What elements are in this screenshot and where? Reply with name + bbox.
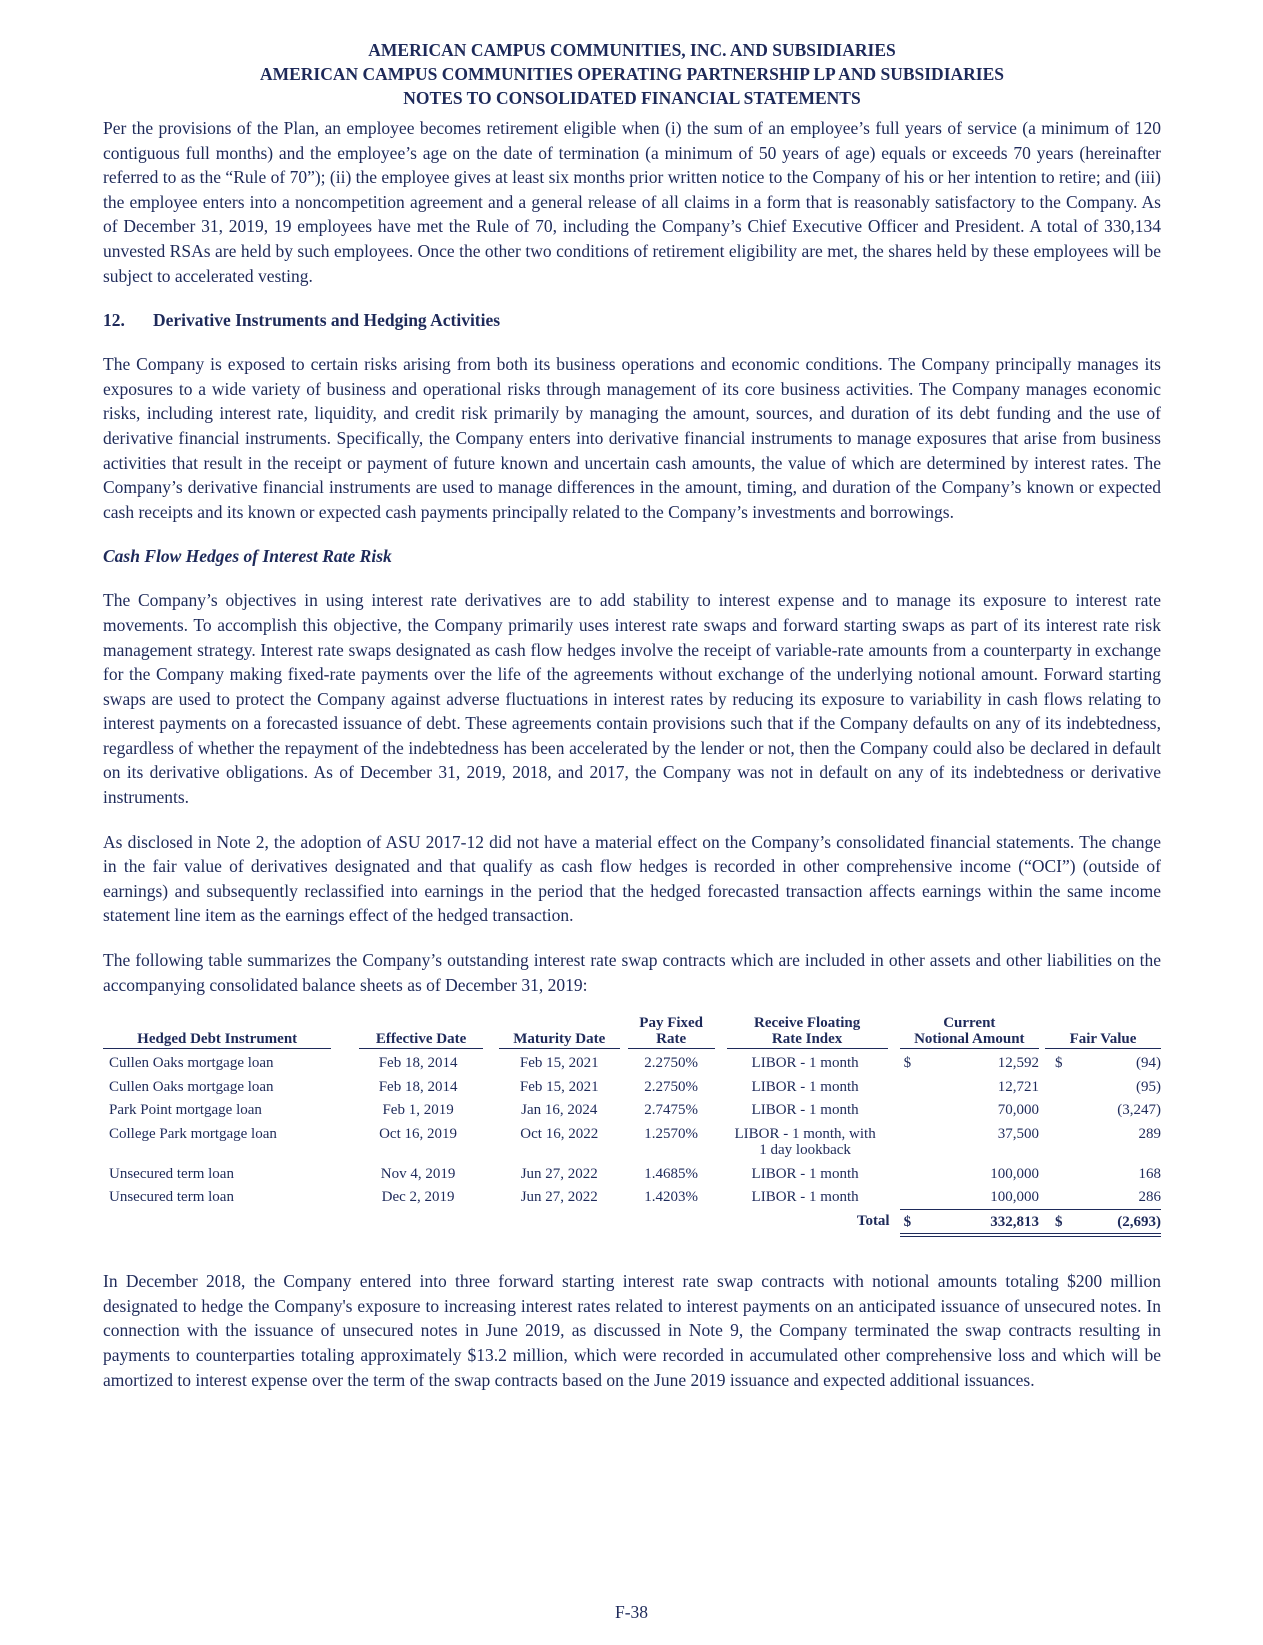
paragraph-forward-swaps: In December 2018, the Company entered into three forward starting interest rate swap contracts with notional amounts totaling $200 million designated to hedge the Company's exposure to increasing interest rates related to interest payments on an anticipated issuance of unsecured notes. In connection with the issuance of unsecured notes in June 2019, as discussed in Note 9, the Company terminated the swap contracts resulting in payments to counterparties totaling approximately $13.2 million, which were recorded in accumulated other comprehensive loss and which will be amortized to interest expense over the term of the swap contracts based on the June 2019 issuance and expected additional issuances. <box>103 1271 1161 1390</box>
col-header-maturity-date: Maturity Date <box>499 1031 620 1049</box>
cell-receive-index <box>723 1051 900 1075</box>
cell-pay-fixed-rate: 1.4685% <box>644 1165 699 1182</box>
cell-effective-date: Feb 18, 2014 <box>378 1078 458 1095</box>
cell-effective-date: Feb 18, 2014 <box>378 1055 458 1072</box>
cell-fair-value: 168 <box>1138 1165 1161 1182</box>
cell-notional: 12,592 <box>997 1055 1040 1072</box>
col-header-effective-date: Effective Date <box>359 1031 482 1049</box>
receive-index-line-1: LIBOR - 1 month, with <box>734 1125 876 1142</box>
cell-fair-dollar <box>1045 1075 1075 1099</box>
col-header-receive-floating: Receive Floating Rate Index <box>727 1015 888 1049</box>
receive-index-line-1: LIBOR - 1 month <box>751 1165 859 1182</box>
cell-notional: 70,000 <box>997 1102 1040 1119</box>
cell-fair-dollar <box>1045 1162 1075 1186</box>
cell-effective-date: Dec 2, 2019 <box>381 1189 455 1206</box>
document-page <box>103 38 1161 1392</box>
cell-notional-dollar <box>900 1098 927 1122</box>
cell-fair-value: (3,247) <box>1117 1102 1161 1119</box>
cell-maturity-date: Feb 15, 2021 <box>519 1078 599 1095</box>
total-dollar-sign: $ <box>900 1209 927 1235</box>
cell-fair-value: 286 <box>1138 1189 1161 1206</box>
receive-index-line-1: LIBOR - 1 month <box>751 1102 859 1119</box>
table-row <box>103 1162 1161 1186</box>
total-label: Total <box>856 1213 890 1230</box>
cell-notional-dollar <box>900 1185 927 1209</box>
cell-instrument: College Park mortgage loan <box>109 1125 277 1142</box>
paragraph-risk-management: The Company is exposed to certain risks arising from both its business operations and economic conditions. The Company principally manages its exposures to a wide variety of business and operational risks through management of its core business activities. The Company manages economic risks, including interest rate, liquidity, and credit risk primarily by managing the amount, sources, and duration of its debt funding and the use of derivative financial instruments. Specifically, the Company enters into derivative financial instruments to manage exposures that arise from business activities that result in the receipt or payment of future known and uncertain cash amounts, the value of which are determined by interest rates. The Company’s derivative financial instruments are used to manage differences in the amount, timing, and duration of the Company’s known or expected cash receipts and its known or expected cash payments principally related to the Company’s investments and borrowings. <box>103 354 1161 522</box>
receive-index-line-1: LIBOR - 1 month <box>751 1189 859 1206</box>
cell-effective-date: Nov 4, 2019 <box>380 1165 456 1182</box>
cell-effective-date: Oct 16, 2019 <box>379 1125 458 1142</box>
cell-fair-value: (95) <box>1136 1078 1161 1095</box>
receive-index-line-2: 1 day lookback <box>759 1142 851 1159</box>
paragraph-retirement-eligibility: Per the provisions of the Plan, an employee becomes retirement eligible when (i) the sum of an employee’s full years of service (a minimum of 120 contiguous full months) and the employee’s age on the date of termination (a minimum of 50 years of age) equals or exceeds 70 years (hereinafter referred to as the “Rule of 70”); (ii) the employee gives at least six months prior written notice to the Company of his or her intention to retire; and (iii) the employee enters into a noncompetition agreement and a general release of all claims in a form that is reasonably satisfactory to the Company. As of December 31, 2019, 19 employees have met the Rule of 70, including the Company’s Chief Executive Officer and President. A total of 330,134 unvested RSAs are held by such employees. Once the other two conditions of retirement eligibility are met, the shares held by these employees will be subject to accelerated vesting. <box>103 118 1161 286</box>
cell-instrument: Unsecured term loan <box>109 1189 234 1206</box>
cell-maturity-date: Oct 16, 2022 <box>520 1125 599 1142</box>
paragraph-asu-adoption: As disclosed in Note 2, the adoption of ASU 2017-12 did not have a material effect on the Company’s consolidated financial statements. The change in the fair value of derivatives designated and that qualify as cash flow hedges is recorded in other comprehensive income (“OCI”) (outside of earnings) and subsequently reclassified into earnings in the period that the hedged forecasted transaction affects earnings within the same income statement line item as the earnings effect of the hedged transaction. <box>103 831 1161 926</box>
cell-notional-dollar <box>900 1122 927 1162</box>
page-number: F-38 <box>614 1602 649 1622</box>
table-row <box>103 1185 1161 1209</box>
cell-pay-fixed-rate: 1.2570% <box>644 1125 699 1142</box>
header-line-1: AMERICAN CAMPUS COMMUNITIES, INC. AND SUBSIDIARIES <box>368 40 896 60</box>
cell-receive-index <box>723 1075 900 1099</box>
table-row <box>103 1051 1161 1075</box>
cell-pay-fixed-rate: 2.2750% <box>644 1055 699 1072</box>
subheading-cash-flow-hedges: Cash Flow Hedges of Interest Rate Risk <box>103 546 392 567</box>
col-header-pay-fixed-rate: Pay Fixed Rate <box>628 1015 715 1049</box>
table-row <box>103 1098 1161 1122</box>
cell-fair-dollar: $ <box>1055 1055 1063 1072</box>
section-heading <box>103 308 1161 332</box>
cell-pay-fixed-rate: 2.7475% <box>644 1102 699 1119</box>
cell-maturity-date: Jun 27, 2022 <box>520 1189 598 1206</box>
cell-notional: 12,721 <box>997 1078 1040 1095</box>
section-number: 12. <box>103 310 125 331</box>
header-line-2: AMERICAN CAMPUS COMMUNITIES OPERATING PARTNERSHIP LP AND SUBSIDIARIES <box>259 64 1005 84</box>
cell-instrument: Park Point mortgage loan <box>109 1102 262 1119</box>
paragraph-objectives: The Company’s objectives in using interest rate derivatives are to add stability to interest expense and to manage its exposure to interest rate movements. To accomplish this objective, the Company primarily uses interest rate swaps and forward starting swaps as part of its interest rate risk management strategy. Interest rate swaps designated as cash flow hedges involve the receipt of variable-rate amounts from a counterparty in exchange for the Company making fixed-rate payments over the life of the agreements without exchange of the underlying notional amount. Forward starting swaps are used to protect the Company against adverse fluctuations in interest rates by reducing its exposure to variability in cash flows relating to interest payments on a forecasted issuance of debt. These agreements contain provisions such that if the Company defaults on any of its indebtedness, regardless of whether the repayment of the indebtedness has been accelerated by the lender or not, then the Company could also be declared in default on its derivative obligations. As of December 31, 2019, 2018, and 2017, the Company was not in default on any of its indebtedness or derivative instruments. <box>103 590 1161 808</box>
section-title: Derivative Instruments and Hedging Activities <box>153 310 501 331</box>
table-row <box>103 1075 1161 1099</box>
receive-index-line-1: LIBOR - 1 month <box>751 1078 859 1095</box>
cell-maturity-date: Jun 27, 2022 <box>520 1165 598 1182</box>
total-fair-dollar-sign: $ <box>1045 1209 1075 1235</box>
table-header-row <box>103 1015 1161 1051</box>
table-row <box>103 1122 1161 1162</box>
cell-fair-value: (94) <box>1136 1055 1161 1072</box>
cell-instrument: Cullen Oaks mortgage loan <box>109 1078 274 1095</box>
cell-fair-dollar <box>1045 1098 1075 1122</box>
cell-instrument: Unsecured term loan <box>109 1165 234 1182</box>
cell-receive-index <box>723 1122 900 1162</box>
col-header-notional-amount: Current Notional Amount <box>900 1015 1039 1049</box>
cell-instrument: Cullen Oaks mortgage loan <box>109 1055 274 1072</box>
col-header-fair-value: Fair Value <box>1045 1031 1161 1049</box>
cell-pay-fixed-rate: 2.2750% <box>644 1078 699 1095</box>
paragraph-table-intro: The following table summarizes the Company’s outstanding interest rate swap contracts which are included in other assets and other liabilities on the accompanying consolidated balance sheets as of December 31, 2019: <box>103 950 1161 995</box>
table-total-row <box>103 1209 1161 1235</box>
swap-contracts-table <box>103 1015 1161 1237</box>
col-header-instrument: Hedged Debt Instrument <box>103 1031 331 1049</box>
document-header <box>103 38 1161 110</box>
total-fair-value: (2,693) <box>1075 1209 1161 1235</box>
cell-notional-dollar: $ <box>903 1055 912 1072</box>
cell-notional: 100,000 <box>990 1165 1040 1182</box>
total-notional: 332,813 <box>927 1209 1045 1235</box>
cell-effective-date: Feb 1, 2019 <box>382 1102 454 1119</box>
cell-receive-index <box>723 1162 900 1186</box>
cell-pay-fixed-rate: 1.4203% <box>644 1189 699 1206</box>
cell-receive-index <box>723 1098 900 1122</box>
header-line-3: NOTES TO CONSOLIDATED FINANCIAL STATEMENTS <box>403 88 861 108</box>
cell-maturity-date: Feb 15, 2021 <box>519 1055 599 1072</box>
cell-receive-index <box>723 1185 900 1209</box>
cell-fair-value: 289 <box>1138 1125 1161 1142</box>
cell-maturity-date: Jan 16, 2024 <box>521 1102 598 1119</box>
cell-notional-dollar <box>900 1162 927 1186</box>
cell-notional: 37,500 <box>997 1125 1040 1142</box>
cell-fair-dollar <box>1045 1122 1075 1162</box>
cell-notional: 100,000 <box>990 1189 1040 1206</box>
receive-index-line-1: LIBOR - 1 month <box>751 1055 859 1072</box>
cell-notional-dollar <box>900 1075 927 1099</box>
cell-fair-dollar <box>1045 1185 1075 1209</box>
